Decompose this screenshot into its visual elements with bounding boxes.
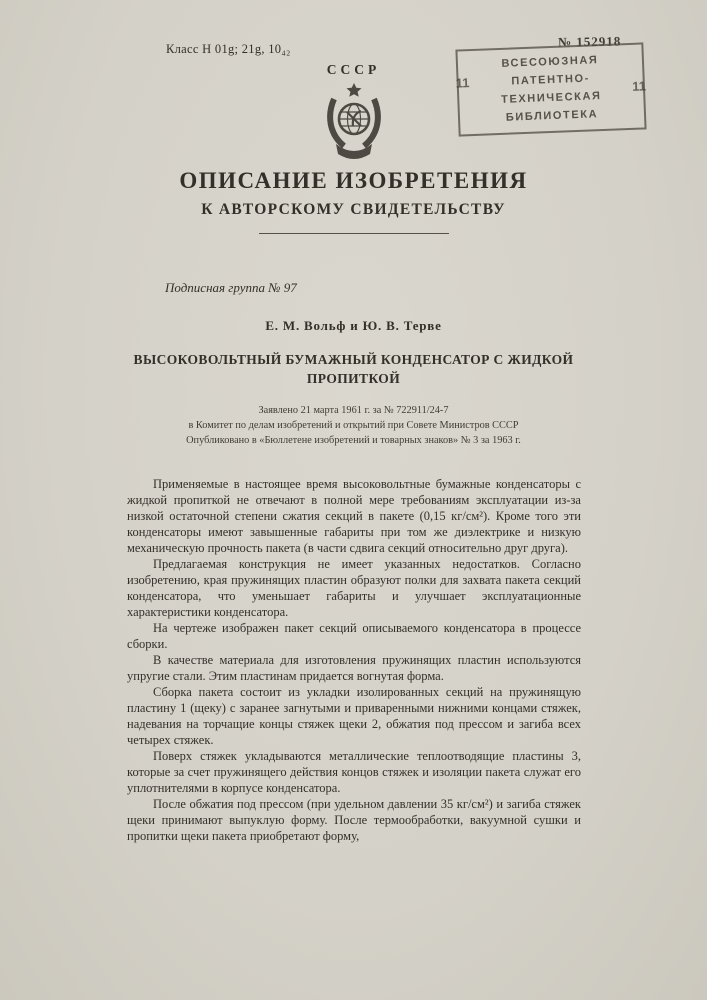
patent-number: № 152918 xyxy=(557,33,622,50)
paragraph: Поверх стяжек укладываются металлические теплоотводящие пластины 3, которые за счет пружинящего действия концов стяжек и изоляции пакета служат его уплотнителями в корпусе конденсатора. xyxy=(127,748,581,795)
body-text xyxy=(127,476,581,844)
divider xyxy=(259,233,449,234)
stamp-line: БИБЛИОТЕКА xyxy=(505,108,599,124)
library-stamp xyxy=(455,42,646,136)
document-title: ОПИСАНИЕ ИЗОБРЕТЕНИЯ xyxy=(179,168,528,193)
document-subtitle: К АВТОРСКОМУ СВИДЕТЕЛЬСТВУ xyxy=(201,201,506,218)
paragraph: Применяемые в настоящее время высоковольтные бумажные конденсаторы с жидкой пропиткой не отвечают в полной мере требованиям эксплуатации из-за низкой остаточной степени сжатия секций в пакете (0,15 кг/см²). Кроме того эти конденсаторы имеют завышенные габариты при том же диэлектрике и низкую механическую прочность пакета (в части сдвига секций относительно друг друга). xyxy=(127,476,581,555)
authors: Е. М. Вольф и Ю. В. Терве xyxy=(265,318,442,333)
class-label: Класс Н 01g; 21g, 10₄₂ xyxy=(166,42,291,56)
filing-line: в Комитет по делам изобретений и открытий при Совете Министров СССР xyxy=(188,419,519,431)
filing-line: Опубликовано в «Бюллетене изобретений и товарных знаков» № 3 за 1963 г. xyxy=(186,434,521,446)
paragraph: После обжатия под прессом (при удельном давлении 35 кг/см²) и загиба стяжек щеки принимают выпуклую форму. После термообработки, вакуумной сушки и пропитки щеки пакета приобретают форму, xyxy=(127,796,581,843)
stamp-line: ТЕХНИЧЕСКАЯ xyxy=(500,90,602,106)
country-label: СССР xyxy=(326,62,381,77)
invention-title: ВЫСОКОВОЛЬТНЫЙ БУМАЖНЫЙ КОНДЕНСАТОР С ЖИДКОЙ ПРОПИТКОЙ xyxy=(133,352,574,386)
stamp-line: ВСЕСОЮЗНАЯ xyxy=(501,54,599,70)
stamp-mark-left: 11 xyxy=(455,75,470,91)
subscription-group: Подписная группа № 97 xyxy=(165,280,297,295)
library-stamp-box xyxy=(455,42,646,136)
filing-info xyxy=(0,404,707,449)
stamp-mark-right: 11 xyxy=(631,78,647,94)
paragraph: Сборка пакета состоит из укладки изолированных секций на пружинящую пластину 1 (щеку) с заранее загнутыми и приваренными нижними концами стяжек, надевания на торчащие концы стяжек щеки 2, обжатия под прессом и загиба всех четырех стяжек. xyxy=(127,684,581,747)
filing-line: Заявлено 21 марта 1961 г. за № 722911/24-7 xyxy=(258,404,449,416)
paragraph: На чертеже изображен пакет секций описываемого конденсатора в процессе сборки. xyxy=(127,620,581,651)
paragraph: В качестве материала для изготовления пружинящих пластин используются упругие стали. Этим пластинам придается вогнутая форма. xyxy=(127,652,581,683)
paragraph: Предлагаемая конструкция не имеет указанных недостатков. Согласно изобретению, края пружинящих пластин образуют полки для захвата пакета секций конденсатора, что уменьшает габариты и улучшает эксплуатационные характеристики конденсатора. xyxy=(127,556,581,619)
stamp-line: ПАТЕНТНО- xyxy=(511,72,591,88)
